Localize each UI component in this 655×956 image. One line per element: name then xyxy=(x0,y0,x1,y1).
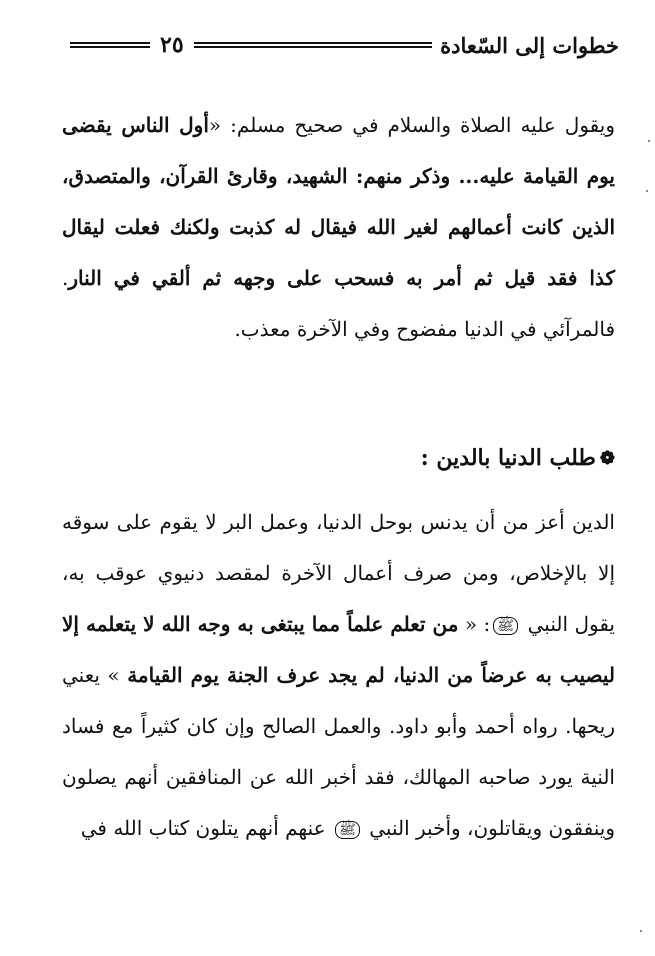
header-rule-short xyxy=(70,42,150,48)
book-title: خطوات إلى السّعادة xyxy=(440,32,619,58)
hadith-open-quote: : « xyxy=(458,612,491,636)
salla-icon-second: ﷺ xyxy=(335,821,360,839)
paragraph2-hadith: من تعلم علماً مما يبتغى به وجه الله لا يتعلمه إلا ليصيب به عرضاً من الدنيا، لم يجد عرف الجنة يوم القيامة xyxy=(62,612,616,687)
scan-speck xyxy=(640,930,642,932)
salla-icon: ﷺ xyxy=(493,617,518,635)
page-number: ٢٥ xyxy=(160,32,184,58)
paragraph2-part2: » يعني ريحها. رواه أحمد وأبو داود. والعمل الصالح وإن كان كثيراً مع فساد النية يورد صاحبه المهالك، فقد أخبر الله عن المنافقين أنهم يصلون وينفقون ويقاتلون، وأخبر النبي xyxy=(62,663,615,840)
paragraph-hadith-first-judged xyxy=(62,100,615,355)
paragraph2-part3: عنهم أنهم يتلون كتاب الله في xyxy=(80,816,326,840)
section-heading xyxy=(62,438,615,479)
paragraph1-outro: . فالمرآئي في الدنيا مفضوح وفي الآخرة معذب. xyxy=(62,266,615,341)
section-heading-text: طلب الدنيا بالدين : xyxy=(420,445,596,471)
page-header xyxy=(62,28,619,62)
paragraph2-part1: الدين أعز من أن يدنس بوحل الدنيا، وعمل البر لا يقوم على سوقه إلا بالإخلاص، ومن صرف أعمال الآخرة لمقصد دنيوي عوقب به، يقول النبي xyxy=(62,510,616,636)
scan-speck xyxy=(646,190,648,192)
flower-ornament-icon: ❁ xyxy=(599,448,615,469)
paragraph-seeking-world-by-religion xyxy=(62,497,615,854)
paragraph1-intro: ويقول عليه الصلاة والسلام في صحيح مسلم: « xyxy=(208,113,616,137)
header-rule-long xyxy=(194,42,432,48)
scan-speck xyxy=(648,140,650,142)
paragraph1-hadith: أول الناس يقضى يوم القيامة عليه... وذكر منهم: الشهيد، وقارئ القرآن، والمتصدق، الذين كانت أعمالهم لغير الله فيقال له كذبت ولكنك فعلت ليقال كذا فقد قيل ثم أمر به فسحب على وجهه ثم ألقي في النار xyxy=(62,113,615,290)
